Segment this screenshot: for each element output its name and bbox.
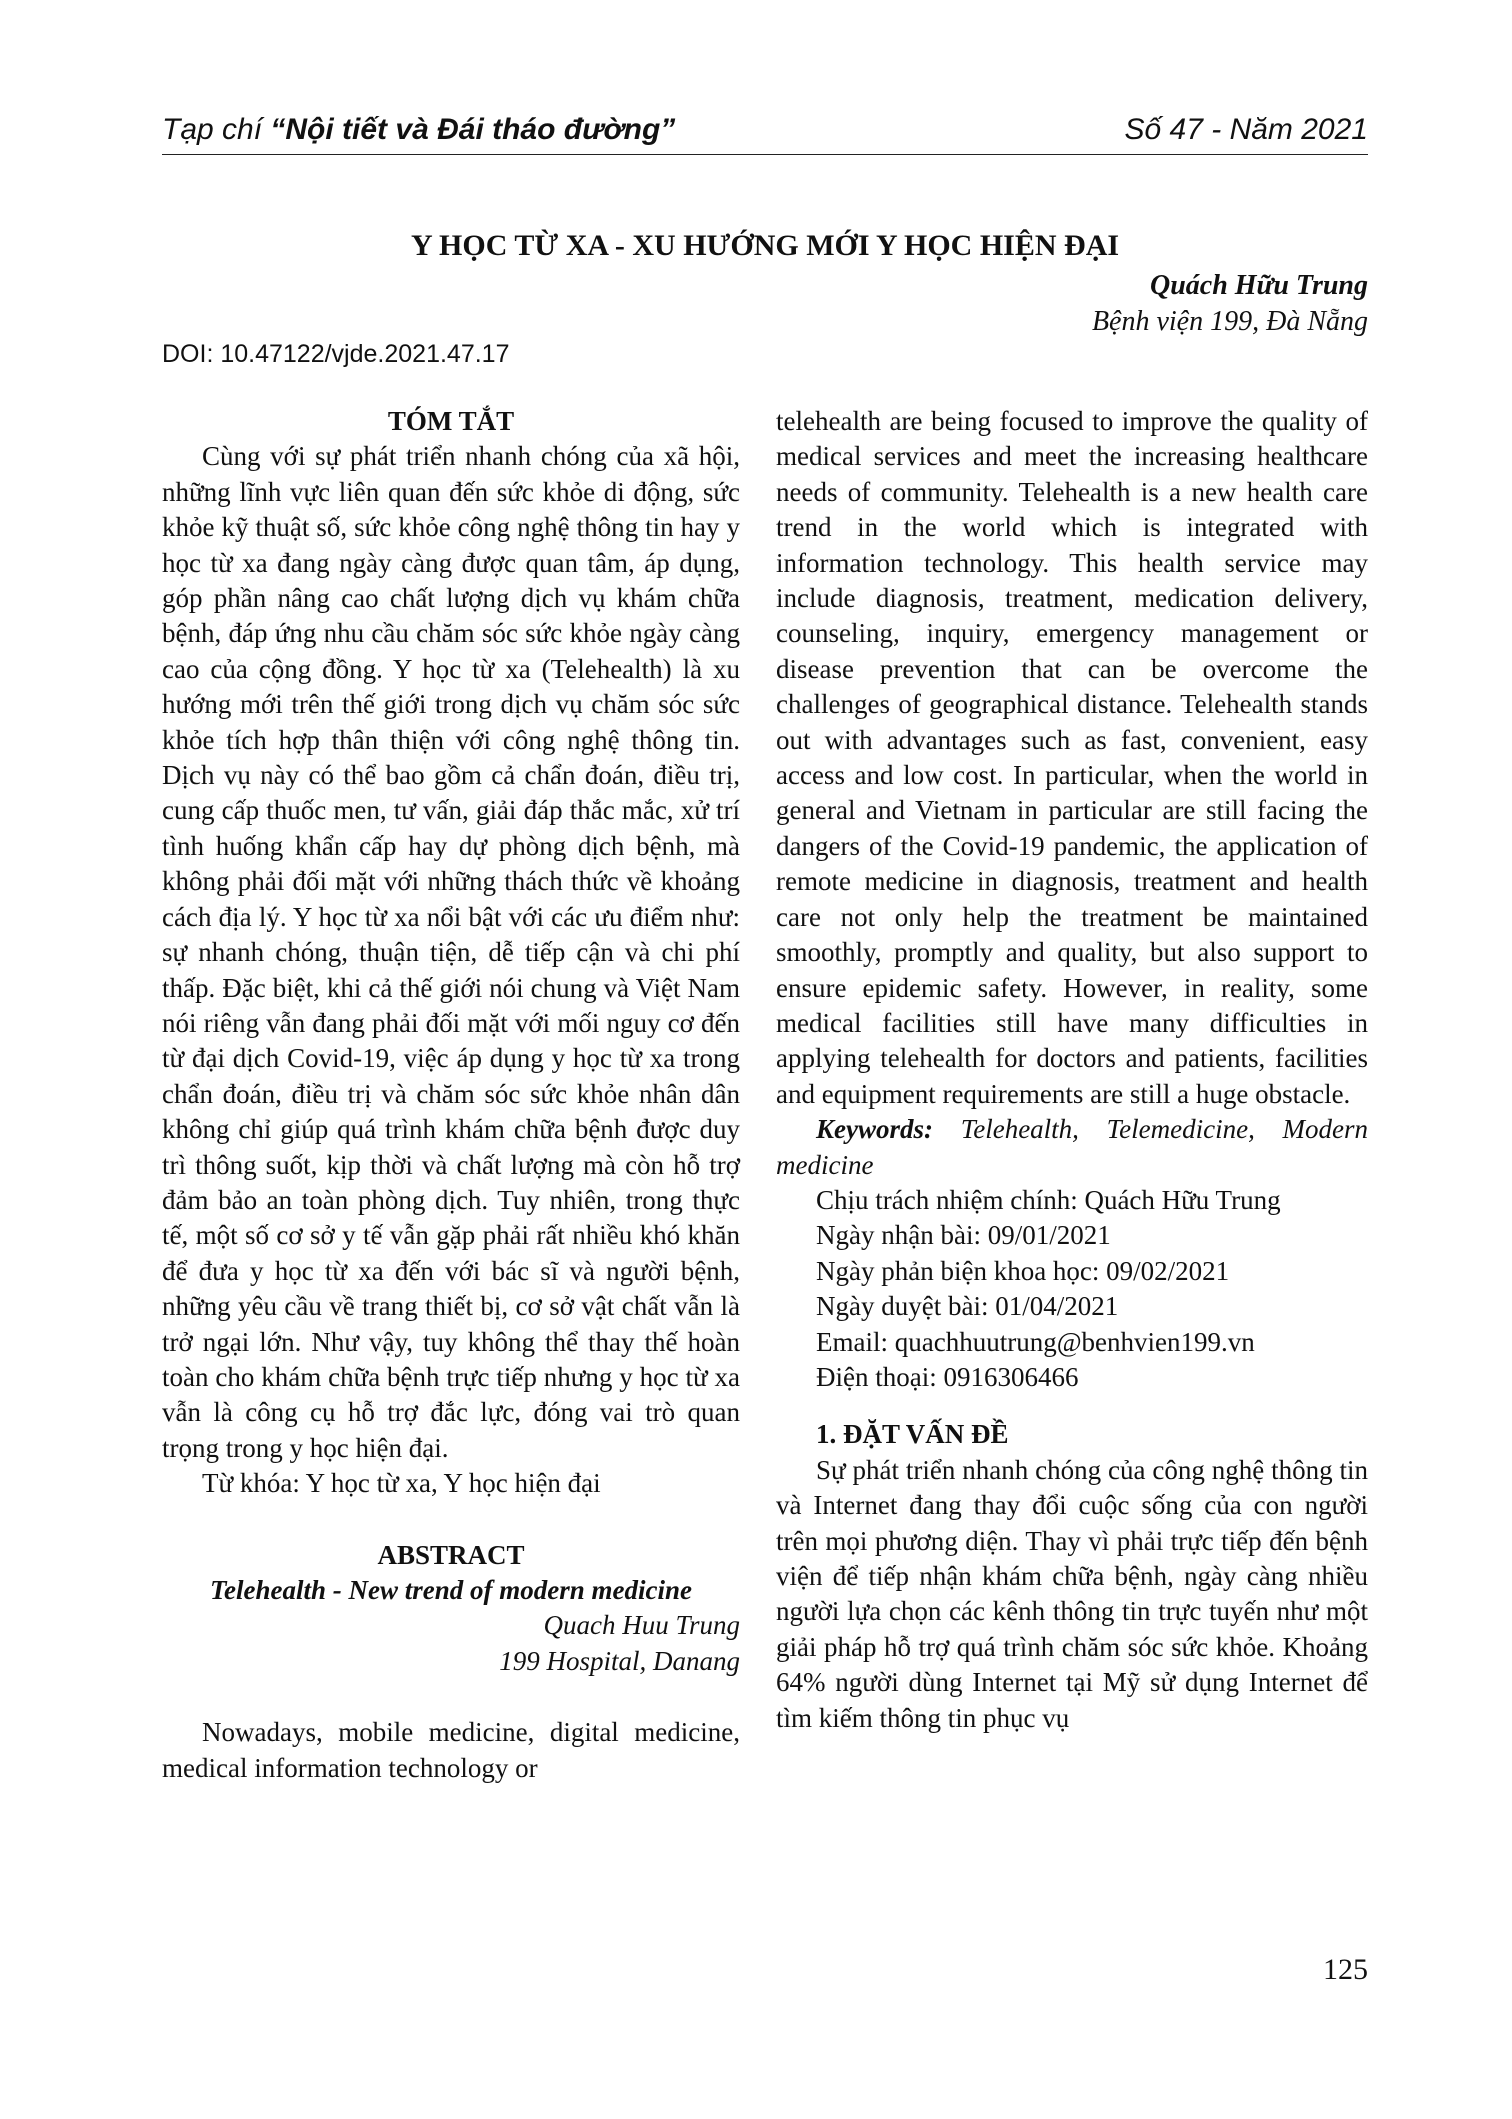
- spacer: [776, 1395, 1368, 1417]
- responsible-author: Chịu trách nhiệm chính: Quách Hữu Trung: [816, 1184, 1281, 1215]
- spacer: [162, 1502, 740, 1538]
- en-keywords: [776, 1112, 1368, 1183]
- page-number: 125: [1323, 1953, 1368, 1986]
- running-header: [162, 112, 1368, 155]
- left-column: [162, 404, 740, 1786]
- en-keywords-values: Telehealth, Telemedicine, Modern medicine: [776, 1114, 1368, 1180]
- en-author-name: Quach Huu Trung: [543, 1610, 740, 1641]
- article-title: Y HỌC TỪ XA - XU HƯỚNG MỚI Y HỌC HIỆN ĐẠI: [410, 229, 1120, 262]
- en-abstract-heading: ABSTRACT: [377, 1539, 525, 1570]
- en-keywords-label: Keywords:: [816, 1114, 933, 1145]
- right-column: [776, 404, 1368, 1736]
- date-accepted: Ngày duyệt bài: 01/04/2021: [816, 1291, 1119, 1322]
- journal-name: “Nội tiết và Đái tháo đường”: [270, 113, 676, 146]
- vn-abstract-heading: TÓM TẮT: [387, 406, 515, 436]
- doi: DOI: 10.47122/vjde.2021.47.17: [162, 340, 510, 368]
- section1-body: Sự phát triển nhanh chóng của công nghệ thông tin và Internet đang thay đổi cuộc sống của con người trên mọi phương diện. Thay vì phải trực tiếp đến bệnh viện để tiếp nhận khám chữa bệnh, ngày càng nhiều người lựa chọn các kênh thông tin trực tuyến như một giải pháp hỗ trợ quá trình chăm sóc sức khỏe. Khoảng 64% người dùng Internet tại Mỹ sử dụng Internet để tìm kiếm thông tin phục vụ: [776, 1454, 1368, 1733]
- issue-number: Số 47 - Năm 2021: [1124, 113, 1368, 146]
- contact-email: Email: quachhuutrung@benhvien199.vn: [816, 1326, 1255, 1357]
- en-abstract-title: Telehealth - New trend of modern medicine: [210, 1575, 692, 1605]
- date-received: Ngày nhận bài: 09/01/2021: [816, 1220, 1111, 1251]
- en-author-affiliation: 199 Hospital, Danang: [499, 1645, 740, 1676]
- en-abstract-body-start: Nowadays, mobile medicine, digital medicine, medical information technology or: [162, 1717, 740, 1783]
- journal-prefix: Tạp chí: [162, 113, 271, 146]
- spacer: [162, 1679, 740, 1715]
- section1-heading: 1. ĐẶT VẤN ĐỀ: [816, 1419, 1009, 1450]
- date-reviewed: Ngày phản biện khoa học: 09/02/2021: [816, 1255, 1230, 1286]
- journal-title: [162, 112, 675, 148]
- author-affiliation: Bệnh viện 199, Đà Nẵng: [1091, 306, 1368, 337]
- author-block: [1092, 268, 1368, 340]
- en-abstract-body-continued: telehealth are being focused to improve the quality of medical services and meet the increasing healthcare needs of community. Telehealth is a new health care trend in the world which is integrated with information technology. This health service may include diagnosis, treatment, medication delivery, counseling, inquiry, emergency management or disease prevention that can be overcome the challenges of geographical distance. Telehealth stands out with advantages such as fast, convenient, easy access and low cost. In particular, when the world in general and Vietnam in particular are still facing the dangers of the Covid-19 pandemic, the application of remote medicine in diagnosis, treatment and health care not only help the treatment be maintained smoothly, promptly and quality, but also support to ensure epidemic safety. However, in reality, some medical facilities still have many difficulties in applying telehealth for doctors and patients, facilities and equipment requirements are still a huge obstacle.: [776, 406, 1368, 1109]
- vn-keywords: Từ khóa: Y học từ xa, Y học hiện đại: [202, 1468, 601, 1499]
- vn-abstract-body: Cùng với sự phát triển nhanh chóng của xã hội, những lĩnh vực liên quan đến sức khỏe di động, sức khỏe kỹ thuật số, sức khỏe công nghệ thông tin hay y học từ xa đang ngày càng được quan tâm, áp dụng, góp phần nâng cao chất lượng dịch vụ khám chữa bệnh, đáp ứng nhu cầu chăm sóc sức khỏe ngày càng cao của cộng đồng. Y học từ xa (Telehealth) là xu hướng mới trên thế giới trong dịch vụ chăm sóc sức khỏe tích hợp thân thiện với công nghệ thông tin. Dịch vụ này có thể bao gồm cả chẩn đoán, điều trị, cung cấp thuốc men, tư vấn, giải đáp thắc mắc, xử trí tình huống khẩn cấp hay dự phòng dịch bệnh, mà không phải đối mặt với những thách thức về khoảng cách địa lý. Y học từ xa nổi bật với các ưu điểm như: sự nhanh chóng, thuận tiện, dễ tiếp cận và chi phí thấp. Đặc biệt, khi cả thế giới nói chung và Việt Nam nói riêng vẫn đang phải đối mặt với mối nguy cơ đến từ đại dịch Covid-19, việc áp dụng y học từ xa trong chẩn đoán, điều trị và chăm sóc sức khỏe nhân dân không chỉ giúp quá trình khám chữa bệnh được duy trì thông suốt, kịp thời và chất lượng mà còn hỗ trợ đảm bảo an toàn phòng dịch. Tuy nhiên, trong thực tế, một số cơ sở y tế vẫn gặp phải rất nhiều khó khăn để đưa y học từ xa đến với bác sĩ và người bệnh, những yêu cầu về trang thiết bị, cơ sở vật chất vẫn là trở ngại lớn. Như vậy, tuy không thể thay thế hoàn toàn cho khám chữa bệnh trực tiếp nhưng y học từ xa vẫn là công cụ hỗ trợ đắc lực, đóng vai trò quan trọng trong y học hiện đại.: [162, 441, 740, 1463]
- author-name: Quách Hữu Trung: [1149, 270, 1368, 301]
- contact-phone: Điện thoại: 0916306466: [816, 1361, 1079, 1392]
